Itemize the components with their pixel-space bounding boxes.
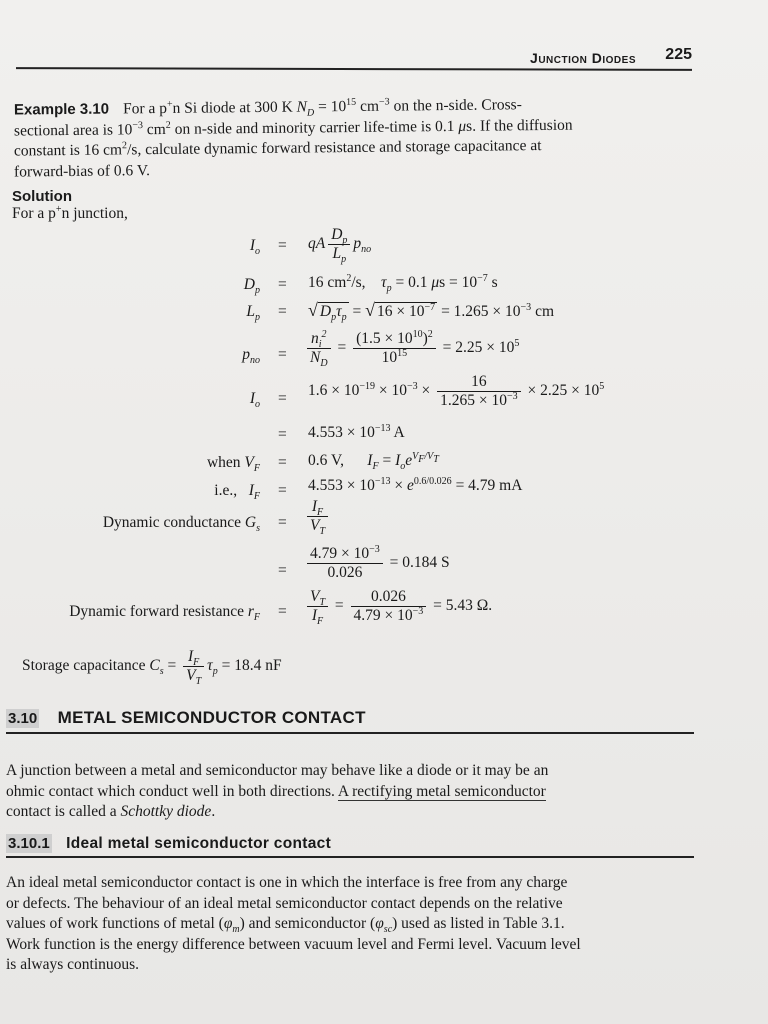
header-rule xyxy=(16,67,692,71)
s310-line-3: contact is called a Schottky diode. xyxy=(6,803,216,820)
eq-io-equals: = xyxy=(278,237,287,254)
eq-iocalc-lhs: $I_o$ xyxy=(249,390,260,411)
s3101-line-4: Work function is the energy difference between vacuum level and Fermi level. Vacuum level xyxy=(6,935,581,953)
section-3-10-heading xyxy=(6,708,366,732)
solution-heading: Solution xyxy=(12,188,72,205)
eq-pno-rhs: $\frac{n_i^2}{N_D}$ = $\frac{(1.5 \times 10^{10})^2}{10^{15}}$ = $2.25 \times 10^5$ xyxy=(304,330,519,367)
section-3-10-1-paragraph xyxy=(6,873,696,976)
eq-iores-equals: = xyxy=(278,426,287,443)
eq-iores-rhs: $4.553 \times 10^{-13}$ A xyxy=(308,422,405,441)
eq-dp-lhs: $D_p$ xyxy=(243,276,260,297)
eq-dp-equals: = xyxy=(278,276,287,293)
example-line-3: constant is 16 $cm^2/s$, calculate dynamic forward resistance and storage capacitance at xyxy=(13,137,542,160)
eq-cs: Storage capacitance $C_s$ = $\frac{I_F}{V_T}$ $\tau_p = 18.4$ nF xyxy=(22,648,282,688)
example-line-4: forward-bias of 0.6 V. xyxy=(13,161,150,181)
eq-gscalc-rhs: $\frac{4.79 \times 10^{-3}}{0.026}$ = 0.184 S xyxy=(304,545,450,582)
eq-pno-lhs: $p_{no}$ xyxy=(242,346,260,367)
eq-lp-lhs: $L_p$ xyxy=(246,303,260,324)
eq-io-rhs: qA $\frac{D_p}{L_p}$ $p_{no}$ xyxy=(308,226,372,266)
example-line-2: sectional area is $10^{-3}$ $cm^2$ on n-side and minority carrier life-time is 0.1 μs. If the diffusion xyxy=(13,116,573,140)
section-3-10-paragraph xyxy=(6,761,696,823)
subsection-title: Ideal metal semiconductor contact xyxy=(66,835,332,852)
eq-lp-equals: = xyxy=(278,303,287,320)
section-3-10-rule xyxy=(6,732,694,734)
eq-io-lhs: $I_o$ xyxy=(249,237,260,258)
eq-gs-equals: = xyxy=(278,514,287,531)
section-3-10-1-rule xyxy=(6,856,694,858)
s3101-line-5: is always continuous. xyxy=(6,956,140,973)
eq-gscalc-equals: = xyxy=(278,562,287,579)
subsection-number: 3.10.1 xyxy=(8,835,50,852)
eq-ie-equals: = xyxy=(278,482,287,499)
solution-intro: For a p+n junction, xyxy=(12,203,128,222)
s3101-line-1: An ideal metal semiconductor contact is one in which the interface is free from any charge xyxy=(6,874,568,891)
eq-iocalc-rhs: $1.6 \times 10^{-19} \times 10^{-3}$ × $\frac{16}{1.265 \times 10^{-3}}$ × $2.25 \times 10^5$ xyxy=(308,373,605,409)
running-header xyxy=(16,44,692,72)
eq-when-lhs: when $V_F$ xyxy=(206,454,260,475)
eq-rf-equals: = xyxy=(278,603,287,620)
section-title: METAL SEMICONDUCTOR CONTACT xyxy=(57,708,366,727)
eq-when-equals: = xyxy=(278,454,287,471)
example-statement xyxy=(14,97,694,179)
section-number: 3.10 xyxy=(8,710,38,727)
eq-ie-rhs: $4.553 \times 10^{-13} \times e^{0.6/0.026} = 4.79$ mA xyxy=(308,475,523,494)
s310-line-1: A junction between a metal and semiconductor may behave like a diode or it may be an xyxy=(6,762,549,779)
s310-line-2: ohmic contact which conduct well in both directions. A rectifying metal semiconductor xyxy=(6,782,546,800)
section-3-10-1-heading xyxy=(6,834,331,858)
example-label: Example 3.10 xyxy=(13,100,110,119)
eq-gs-rhs: $\frac{I_F}{V_T}$ xyxy=(304,498,331,535)
eq-dp-rhs: 16 $cm^2/s$, $\tau_p = 0.1$ $\mu s = 10^{-7}$ s xyxy=(308,272,498,295)
running-title: Junction Diodes xyxy=(530,50,636,66)
eq-ie-lhs: i.e., $I_F$ xyxy=(214,482,260,503)
eq-gs-lhs: Dynamic conductance $G_s$ xyxy=(102,514,260,535)
s3101-line-2: or defects. The behaviour of an ideal metal semiconductor contact depends on the relative xyxy=(6,894,563,912)
example-line-1: Example 3.10 For a p+n Si diode at 300 K $N_D = 10^{15}$ $cm^{-3}$ on the n-side. Cross- xyxy=(13,96,522,119)
eq-pno-equals: = xyxy=(278,346,287,363)
eq-iocalc-equals: = xyxy=(278,390,287,407)
eq-when-rhs: 0.6 V, $I_F = I_oe^{V_F/V_T}$ xyxy=(308,450,439,473)
page-number: 225 xyxy=(665,46,692,63)
eq-lp-rhs: √ $D_p\tau_p$ = √ $16 \times 10^{-7} = 1.265 \times 10^{-3}$ cm xyxy=(308,300,554,324)
s3101-line-3: values of work functions of metal $(\varphi_m)$ and semiconductor $(\varphi_{sc})$ used as listed in Table 3.1. xyxy=(6,915,565,936)
eq-rf-rhs: $\frac{V_T}{I_F}$ = $\frac{0.026}{4.79 \times 10^{-3}}$ = 5.43 Ω. xyxy=(304,588,492,625)
eq-rf-lhs: Dynamic forward resistance $r_F$ xyxy=(69,603,260,624)
